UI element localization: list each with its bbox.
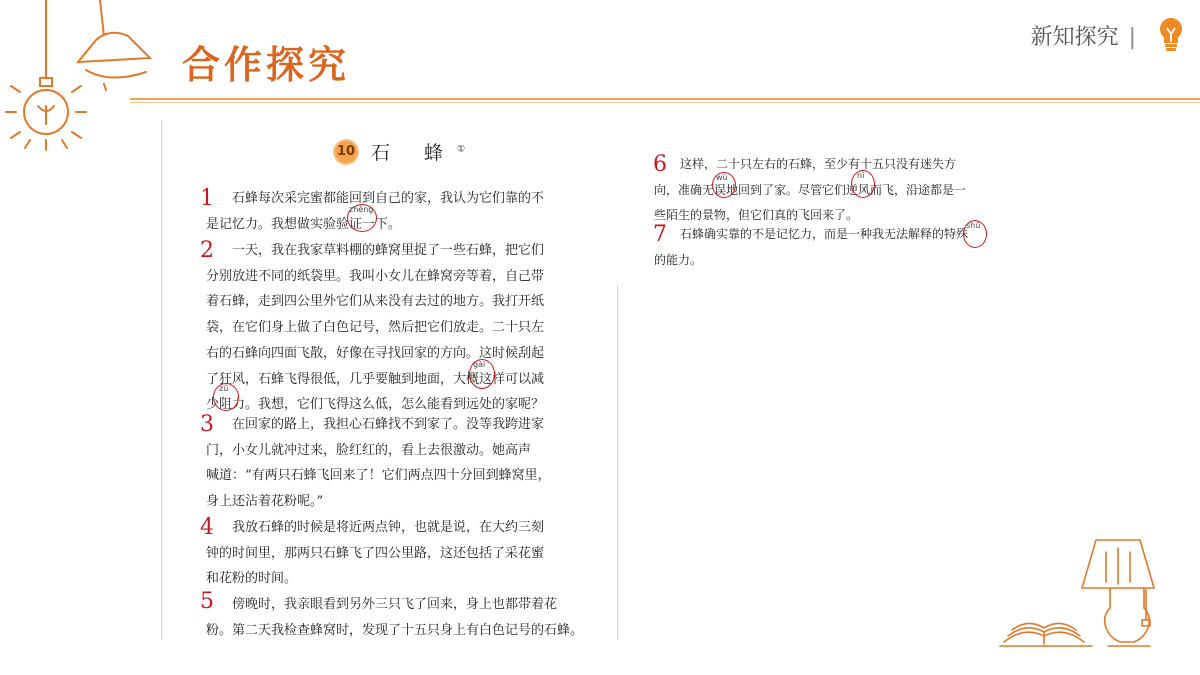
- lesson-number-badge: 10: [333, 139, 359, 165]
- pinyin-annotation: shū: [966, 221, 981, 230]
- text-line: 门，小女儿就冲过来，脸红红的，看上去很激动。她高声: [206, 442, 532, 458]
- text-line: 是记忆力。我想做实验验证一下。: [206, 216, 402, 232]
- text-line: 石蜂确实靠的不是记忆力，而是一种我无法解释的特殊: [680, 227, 969, 241]
- text-line: 向，准确无误地回到了家。尽管它们逆风而飞，沿途都是一: [654, 182, 967, 197]
- text-line: 石蜂每次采完蜜都能回到自己的家，我认为它们靠的不: [232, 191, 545, 206]
- left-page-edge: [161, 120, 162, 640]
- header-divider: [130, 98, 1200, 104]
- pinyin-annotation: wù: [716, 173, 728, 182]
- paragraph-number: 3: [200, 412, 214, 437]
- lightbulb-icon: [1156, 16, 1186, 52]
- text-line: 了狂风，石蜂飞得很低，几乎要触到地面，大概这样可以减: [206, 371, 545, 387]
- page-title: 合作探究: [182, 43, 351, 87]
- text-line: 我放石蜂的时候是将近两点钟，也就是说，在大约三刻: [232, 520, 545, 535]
- text-line: 右的石蜂向四面飞散，好像在寻找回家的方向。这时候刮起: [206, 345, 545, 361]
- text-line: 在回家的路上，我担心石蜂找不到家了。没等我跨进家: [232, 417, 545, 432]
- page-gutter: [617, 285, 618, 640]
- pinyin-annotation: gài: [473, 360, 486, 369]
- paragraph-number: 1: [200, 186, 214, 211]
- text-line: 喊道：“有两只石蜂飞回来了！它们两点四十分回到蜂窝里，: [206, 468, 551, 484]
- paragraph-7: [654, 222, 968, 273]
- pinyin-annotation: nì: [857, 171, 865, 180]
- lesson-title: 石 蜂①: [371, 142, 466, 164]
- text-line: 一天，我在我家草料棚的蜂窝里捉了一些石蜂，把它们: [232, 243, 545, 258]
- text-line: 身上还沾着花粉呢。”: [206, 494, 324, 510]
- paragraph-number: 7: [653, 222, 667, 247]
- text-line: 粉。第二天我检查蜂窝时，发现了十五只身上有白色记号的石蜂。: [206, 622, 584, 638]
- text-line: 和花粉的时间。: [206, 571, 298, 587]
- text-line: 这样，二十只左右的石蜂，至少有十五只没有迷失方: [680, 157, 957, 171]
- hanging-lamp-illustration: [0, 0, 170, 160]
- paragraph-4: [206, 515, 544, 592]
- paragraph-2: [206, 238, 544, 418]
- text-line: 分别放进不同的纸袋里。我叫小女儿在蜂窝旁等着，自己带: [206, 268, 545, 284]
- text-line: 钟的时间里，那两只石蜂飞了四公里路，这还包括了采花蜜: [206, 545, 545, 561]
- paragraph-number: 2: [200, 238, 214, 263]
- text-line: 着石蜂，走到四公里外它们从来没有去过的地方。我打开纸: [206, 294, 545, 310]
- section-tag: [1031, 20, 1136, 51]
- text-line: 些陌生的景物，但它们真的飞回来了。: [654, 208, 859, 222]
- paragraph-5: [206, 592, 583, 643]
- pinyin-annotation: zhèng: [349, 205, 374, 214]
- text-line: 袋，在它们身上做了白色记号，然后把它们放走。二十只左: [206, 320, 545, 336]
- desk-lamp-illustration: [996, 534, 1166, 654]
- pinyin-annotation: zǔ: [219, 384, 229, 393]
- section-tag-separator: |: [1128, 25, 1136, 50]
- paragraph-number: 6: [653, 152, 667, 177]
- text-line: 少阻力。我想，它们飞得这么低，怎么能看到远处的家呢？: [206, 397, 545, 413]
- text-line: 傍晚时，我亲眼看到另外三只飞了回来，身上也都带着花: [232, 597, 558, 612]
- footnote-mark: ①: [457, 144, 466, 155]
- paragraph-3: [206, 412, 551, 515]
- lesson-heading: [333, 138, 465, 165]
- text-line: 的能力。: [654, 252, 703, 267]
- paragraph-number: 4: [200, 515, 214, 540]
- paragraph-number: 5: [200, 589, 214, 614]
- section-tag-label: 新知探究: [1030, 25, 1119, 50]
- paragraph-6: [654, 152, 966, 229]
